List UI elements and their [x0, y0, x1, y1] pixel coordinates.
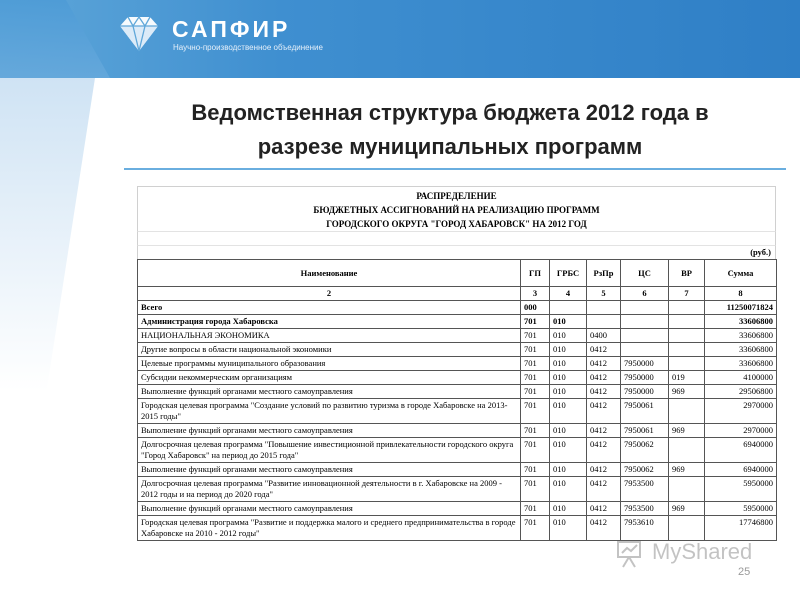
grbs-cell: 010	[550, 385, 587, 399]
column-number: 8	[705, 287, 777, 301]
sum-cell: 29506800	[705, 385, 777, 399]
vr-cell	[669, 301, 705, 315]
gp-cell: 701	[521, 357, 550, 371]
grbs-cell: 010	[550, 343, 587, 357]
watermark-text: MyShared	[652, 539, 753, 564]
table-row	[138, 357, 777, 371]
document-heading-3: ГОРОДСКОГО ОКРУГА "ГОРОД ХАБАРОВСК" НА 2012 ГОД	[326, 219, 587, 229]
row-name-cell: Субсидии некоммерческим организациям	[138, 371, 521, 385]
rzpr-cell: 0412	[587, 343, 621, 357]
table-row	[138, 385, 777, 399]
cs-cell	[621, 315, 669, 329]
vr-cell: 969	[669, 463, 705, 477]
cs-cell: 7950061	[621, 424, 669, 438]
vr-cell	[669, 357, 705, 371]
column-number: 6	[621, 287, 669, 301]
sum-cell: 4100000	[705, 371, 777, 385]
slide-title	[110, 96, 790, 164]
rzpr-cell: 0412	[587, 516, 621, 541]
sum-cell: 33606800	[705, 315, 777, 329]
cs-cell	[621, 301, 669, 315]
cs-cell: 7950062	[621, 438, 669, 463]
vr-cell: 019	[669, 371, 705, 385]
table-row	[138, 516, 777, 541]
gp-cell: 701	[521, 371, 550, 385]
vr-cell: 969	[669, 385, 705, 399]
column-header: ЦС	[621, 260, 669, 287]
gp-cell: 701	[521, 343, 550, 357]
column-header: ВР	[669, 260, 705, 287]
gp-cell: 701	[521, 424, 550, 438]
brand-subtitle: Научно-производственное объединение	[173, 43, 323, 52]
rzpr-cell	[587, 315, 621, 329]
column-header: ГРБС	[550, 260, 587, 287]
column-number: 4	[550, 287, 587, 301]
grbs-cell: 010	[550, 371, 587, 385]
row-name-cell: Целевые программы муниципального образования	[138, 357, 521, 371]
vr-cell	[669, 438, 705, 463]
sum-cell: 5950000	[705, 477, 777, 502]
sum-cell: 2970000	[705, 399, 777, 424]
cs-cell: 7953500	[621, 477, 669, 502]
rzpr-cell: 0412	[587, 463, 621, 477]
cs-cell: 7953610	[621, 516, 669, 541]
table-body	[138, 301, 777, 541]
grbs-cell: 010	[550, 424, 587, 438]
rzpr-cell: 0412	[587, 399, 621, 424]
cs-cell: 7950000	[621, 385, 669, 399]
rzpr-cell: 0412	[587, 477, 621, 502]
table-row	[138, 343, 777, 357]
grbs-cell: 010	[550, 438, 587, 463]
rzpr-cell: 0400	[587, 329, 621, 343]
row-name-cell: Долгосрочная целевая программа "Повышение инвестиционной привлекательности городского округа "Город Хабаровск" на период до 2015 года"	[138, 438, 521, 463]
gp-cell: 000	[521, 301, 550, 315]
table-row	[138, 477, 777, 502]
slide-title-line-2: разрезе муниципальных программ	[257, 134, 643, 159]
rzpr-cell: 0412	[587, 371, 621, 385]
sum-cell: 11250071824	[705, 301, 777, 315]
presentation-icon	[614, 538, 646, 570]
column-header: РзПр	[587, 260, 621, 287]
sum-cell: 33606800	[705, 357, 777, 371]
table-row	[138, 502, 777, 516]
row-name-cell: Долгосрочная целевая программа "Развитие инновационной деятельности в г. Хабаровске на 2009 - 2012 годы и на период до 2020 года"	[138, 477, 521, 502]
grbs-cell: 010	[550, 399, 587, 424]
table-header-row	[138, 260, 777, 287]
sum-cell: 17746800	[705, 516, 777, 541]
cs-cell	[621, 329, 669, 343]
brand-name: САПФИР	[172, 16, 291, 42]
vr-cell: 969	[669, 502, 705, 516]
grbs-cell: 010	[550, 357, 587, 371]
grbs-cell: 010	[550, 329, 587, 343]
row-name-cell: Другие вопросы в области национальной экономики	[138, 343, 521, 357]
table-row	[138, 399, 777, 424]
table-row	[138, 424, 777, 438]
grbs-cell: 010	[550, 315, 587, 329]
row-name-cell: Городская целевая программа "Создание условий по развитию туризма в городе Хабаровске на 2013-2015 годы"	[138, 399, 521, 424]
document-heading-2: БЮДЖЕТНЫХ АССИГНОВАНИЙ НА РЕАЛИЗАЦИЮ ПРОГРАММ	[313, 205, 600, 215]
gp-cell: 701	[521, 385, 550, 399]
sum-cell: 6940000	[705, 463, 777, 477]
cs-cell: 7950000	[621, 357, 669, 371]
gp-cell: 701	[521, 315, 550, 329]
header-band	[0, 0, 800, 78]
gp-cell: 701	[521, 516, 550, 541]
column-number: 5	[587, 287, 621, 301]
document-heading	[137, 186, 776, 231]
row-name-cell: Выполнение функций органами местного самоуправления	[138, 463, 521, 477]
budget-table	[137, 259, 777, 541]
vr-cell	[669, 315, 705, 329]
sum-cell: 33606800	[705, 329, 777, 343]
grbs-cell	[550, 301, 587, 315]
row-name-cell: Выполнение функций органами местного самоуправления	[138, 502, 521, 516]
sum-cell: 2970000	[705, 424, 777, 438]
grbs-cell: 010	[550, 502, 587, 516]
row-name-cell: Администрация города Хабаровска	[138, 315, 521, 329]
table-row	[138, 371, 777, 385]
vr-cell	[669, 329, 705, 343]
row-name-cell: Выполнение функций органами местного самоуправления	[138, 424, 521, 438]
row-name-cell: Всего	[138, 301, 521, 315]
table-row	[138, 315, 777, 329]
grbs-cell: 010	[550, 463, 587, 477]
diamond-logo-icon	[114, 14, 164, 54]
rzpr-cell: 0412	[587, 502, 621, 516]
cs-cell: 7950000	[621, 371, 669, 385]
rzpr-cell: 0412	[587, 438, 621, 463]
rzpr-cell: 0412	[587, 424, 621, 438]
vr-cell	[669, 516, 705, 541]
rzpr-cell	[587, 301, 621, 315]
header-decor	[0, 0, 110, 78]
row-name-cell: Городская целевая программа "Развитие и поддержка малого и среднего предпринимательства в городе Хабаровске на 2010 - 2012 годы"	[138, 516, 521, 541]
gp-cell: 701	[521, 329, 550, 343]
vr-cell	[669, 343, 705, 357]
left-decor	[0, 78, 95, 600]
table-row	[138, 329, 777, 343]
column-number: 3	[521, 287, 550, 301]
vr-cell	[669, 477, 705, 502]
sum-cell: 6940000	[705, 438, 777, 463]
cs-cell	[621, 343, 669, 357]
column-header: ГП	[521, 260, 550, 287]
rzpr-cell: 0412	[587, 385, 621, 399]
document-heading-1: РАСПРЕДЕЛЕНИЕ	[416, 191, 497, 201]
column-header: Наименование	[138, 260, 521, 287]
grbs-cell: 010	[550, 477, 587, 502]
gp-cell: 701	[521, 502, 550, 516]
grbs-cell: 010	[550, 516, 587, 541]
table-row	[138, 463, 777, 477]
vr-cell	[669, 399, 705, 424]
page-number: 25	[738, 566, 751, 578]
unit-label: (руб.)	[137, 245, 776, 259]
column-number: 7	[669, 287, 705, 301]
gp-cell: 701	[521, 463, 550, 477]
gp-cell: 701	[521, 399, 550, 424]
row-name-cell: НАЦИОНАЛЬНАЯ ЭКОНОМИКА	[138, 329, 521, 343]
blank-row	[137, 231, 776, 245]
sum-cell: 33606800	[705, 343, 777, 357]
table-row	[138, 438, 777, 463]
column-number: 2	[138, 287, 521, 301]
row-name-cell: Выполнение функций органами местного самоуправления	[138, 385, 521, 399]
table-row	[138, 301, 777, 315]
cs-cell: 7953500	[621, 502, 669, 516]
vr-cell: 969	[669, 424, 705, 438]
cs-cell: 7950062	[621, 463, 669, 477]
budget-document	[137, 186, 776, 541]
gp-cell: 701	[521, 477, 550, 502]
column-number-row	[138, 287, 777, 301]
gp-cell: 701	[521, 438, 550, 463]
cs-cell: 7950061	[621, 399, 669, 424]
sum-cell: 5950000	[705, 502, 777, 516]
column-header: Сумма	[705, 260, 777, 287]
rzpr-cell: 0412	[587, 357, 621, 371]
title-divider	[124, 168, 786, 170]
slide-title-line-1: Ведомственная структура бюджета 2012 года в	[191, 100, 709, 125]
